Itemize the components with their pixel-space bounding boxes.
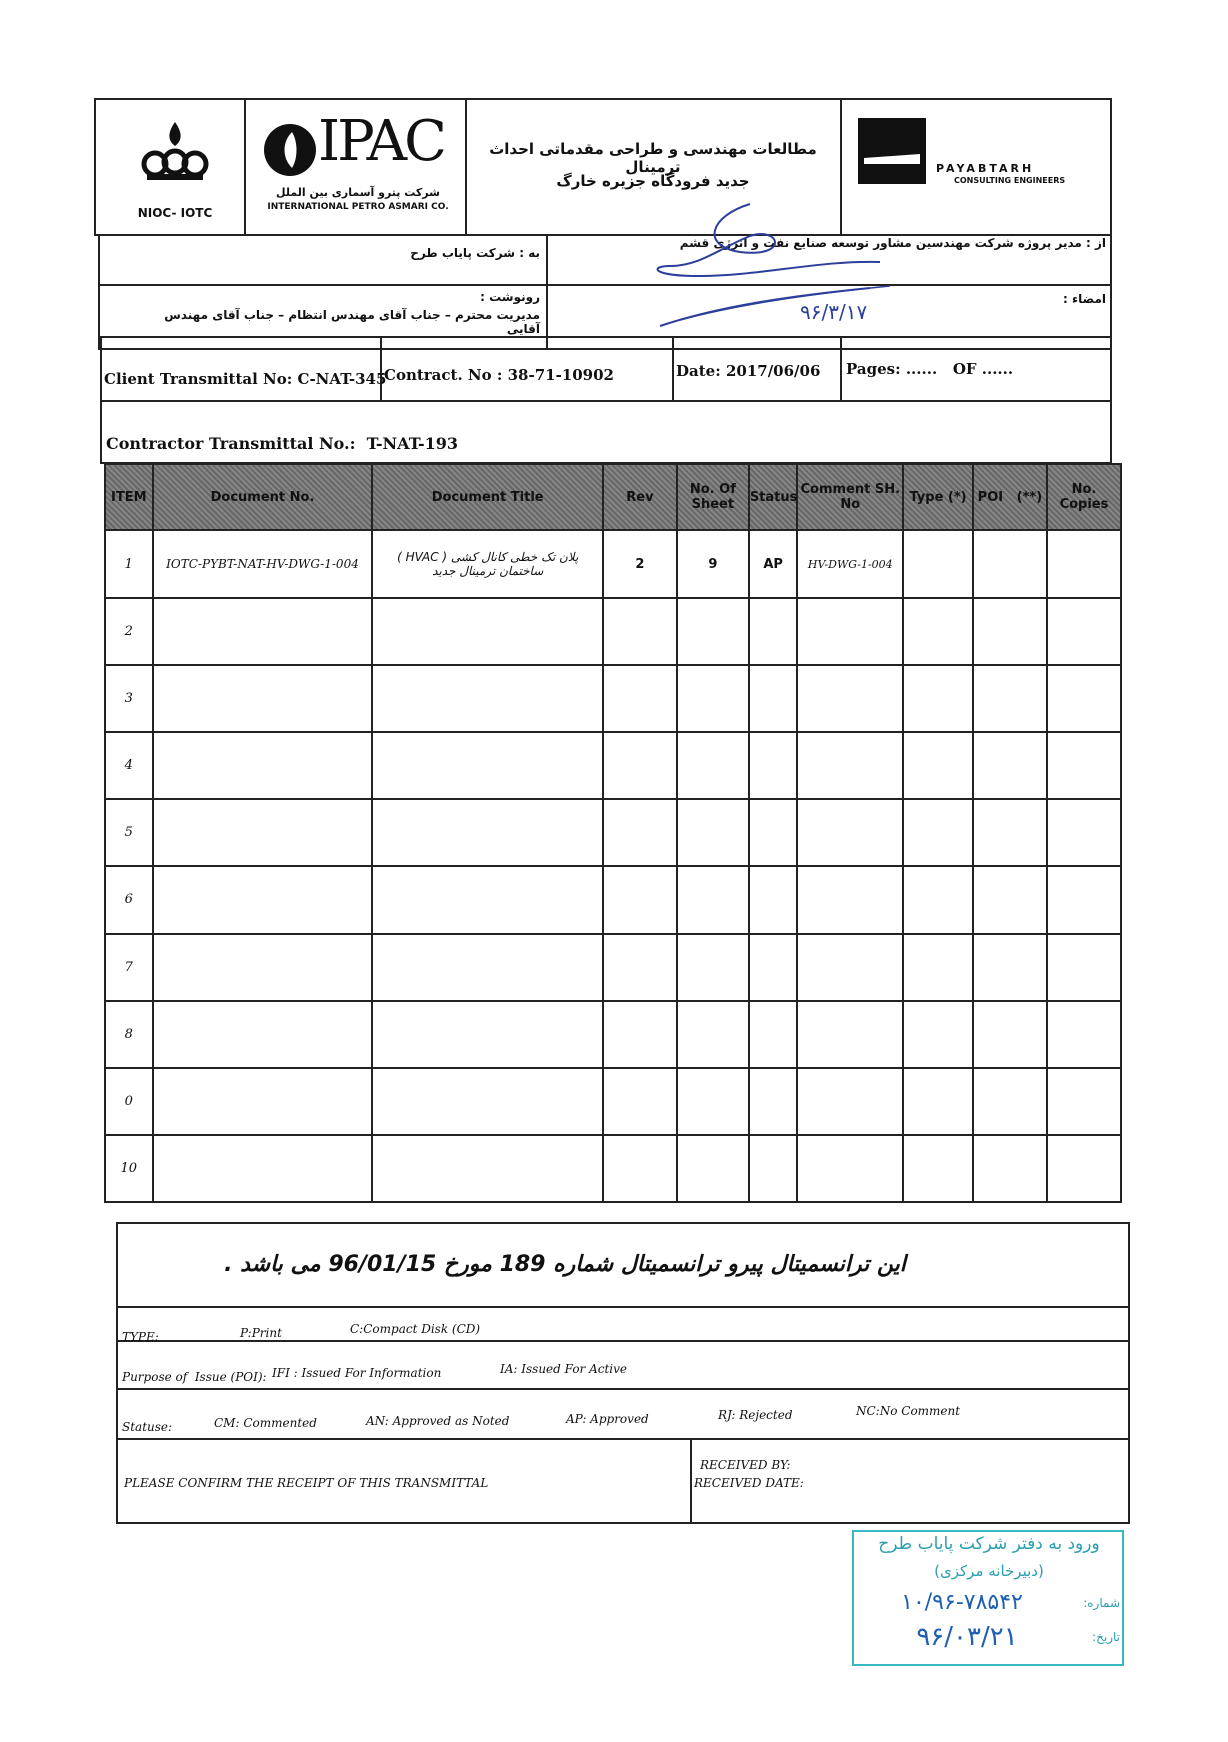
nioc-label: NIOC- IOTC [137, 206, 213, 220]
poi [973, 1001, 1047, 1068]
contractor-row [100, 400, 1112, 464]
sheet-count [677, 866, 749, 933]
transmittal-divider-1 [380, 336, 382, 402]
header-status: Status [749, 464, 798, 530]
document-title [372, 934, 602, 1001]
item-number: 7 [105, 934, 153, 1001]
status [749, 866, 798, 933]
pages-field: Pages: ...... OF ...... [846, 360, 1014, 378]
type [903, 866, 973, 933]
ipac-en-name: INTERNATIONAL PETRO ASMARI CO. [267, 202, 449, 212]
transmittal-divider-2 [672, 336, 674, 402]
header-divider-1 [244, 98, 246, 236]
client-transmittal-no: Client Transmittal No: C-NAT-345 [104, 370, 387, 388]
item-number: 5 [105, 799, 153, 866]
status-label: Statuse: [122, 1420, 173, 1434]
document-number [153, 866, 373, 933]
copies [1047, 1068, 1121, 1135]
revision: 2 [603, 530, 677, 598]
poi [973, 665, 1047, 732]
type [903, 799, 973, 866]
document-number [153, 665, 373, 732]
status-rj: RJ: Rejected [718, 1408, 793, 1422]
documents-table [104, 463, 1122, 1203]
status-cm: CM: Commented [214, 1416, 317, 1430]
poi-label: Purpose of Issue (POI): [122, 1370, 267, 1384]
to-from-divider [546, 234, 548, 286]
received-date: RECEIVED DATE: [694, 1476, 804, 1490]
poi-ia: IA: Issued For Active [500, 1362, 628, 1376]
ipac-logo-text: IPAC [318, 109, 444, 174]
item-number: 8 [105, 1001, 153, 1068]
document-number [153, 799, 373, 866]
sheet-count [677, 1135, 749, 1202]
status-an: AN: Approved as Noted [366, 1414, 510, 1428]
reference-note: این ترانسمیتال پیرو ترانسمیتال شماره 189 مورخ 96/01/15 می باشد . [224, 1252, 906, 1277]
type [903, 530, 973, 598]
comment-sheet-no [797, 934, 903, 1001]
document-title [372, 1001, 602, 1068]
payabtarh-name: PAYABTARH [936, 162, 1035, 175]
status [749, 665, 798, 732]
status [749, 732, 798, 799]
item-number: 4 [105, 732, 153, 799]
copies [1047, 934, 1121, 1001]
status [749, 1068, 798, 1135]
header-document-title: Document Title [372, 464, 602, 530]
type-cd: C:Compact Disk (CD) [350, 1322, 481, 1336]
type-print: P:Print [240, 1326, 282, 1340]
copies [1047, 1001, 1121, 1068]
footer-line-2 [118, 1340, 1128, 1342]
document-number [153, 1068, 373, 1135]
header-comment-sh-no: Comment SH. No [797, 464, 903, 530]
revision [603, 598, 677, 665]
item-number: 1 [105, 530, 153, 598]
status: AP [749, 530, 798, 598]
document-number [153, 732, 373, 799]
stamp-line1: ورود به دفتر شرکت پایاب طرح [878, 1534, 1100, 1554]
sheet-count [677, 1001, 749, 1068]
revision [603, 1001, 677, 1068]
from-field: از : مدیر پروژه شرکت مهندسین مشاور توسعه صنایع نفت و انرژی قشم [679, 236, 1106, 250]
cc-text: مدیریت محترم – جناب آقای مهندس انتظام – جناب آقای مهندس آقایی [164, 308, 540, 336]
revision [603, 934, 677, 1001]
transmittal-date: Date: 2017/06/06 [676, 362, 821, 380]
table-row [105, 1135, 1121, 1202]
type [903, 732, 973, 799]
payabtarh-logo [858, 118, 926, 184]
stamp-date-value: ۹۶/۰۳/۲۱ [916, 1622, 1018, 1652]
copies [1047, 866, 1121, 933]
sheet-count [677, 732, 749, 799]
copies [1047, 665, 1121, 732]
status-nc: NC:No Comment [856, 1404, 961, 1418]
header-divider-2 [465, 98, 467, 236]
footer-received-divider [690, 1438, 692, 1524]
document-title: پلان تک خطی کانال کشی ( HVAC ) ساختمان ترمینال جدید [372, 530, 602, 598]
comment-sheet-no [797, 665, 903, 732]
cc-label: رونوشت : [480, 290, 540, 304]
sheet-count: 9 [677, 530, 749, 598]
footer-line-1 [118, 1306, 1128, 1308]
type [903, 934, 973, 1001]
table-row [105, 598, 1121, 665]
table-row [105, 1068, 1121, 1135]
sheet-count [677, 598, 749, 665]
status-ap: AP: Approved [566, 1412, 649, 1426]
status [749, 598, 798, 665]
table-row [105, 866, 1121, 933]
header-item: ITEM [105, 464, 153, 530]
header-rev: Rev [603, 464, 677, 530]
item-number: 10 [105, 1135, 153, 1202]
document-number [153, 1135, 373, 1202]
type [903, 1068, 973, 1135]
comment-sheet-no: HV-DWG-1-004 [797, 530, 903, 598]
revision [603, 1068, 677, 1135]
status [749, 934, 798, 1001]
revision [603, 866, 677, 933]
item-number: 3 [105, 665, 153, 732]
document-title [372, 866, 602, 933]
document-number [153, 934, 373, 1001]
table-row [105, 799, 1121, 866]
sheet-count [677, 665, 749, 732]
poi [973, 866, 1047, 933]
document-title [372, 799, 602, 866]
header-no-of-sheet: No. Of Sheet [677, 464, 749, 530]
footer-line-4 [118, 1438, 1128, 1440]
contractor-transmittal-no: Contractor Transmittal No.: T-NAT-193 [106, 434, 459, 453]
poi [973, 598, 1047, 665]
table-row [105, 732, 1121, 799]
poi [973, 732, 1047, 799]
copies [1047, 799, 1121, 866]
copies [1047, 1135, 1121, 1202]
ipac-fa-name: شرکت پترو آسماری بین الملل [276, 186, 440, 199]
document-number [153, 1001, 373, 1068]
comment-sheet-no [797, 1001, 903, 1068]
revision [603, 732, 677, 799]
stamp-date-label: تاریخ: [1092, 1630, 1120, 1644]
copies [1047, 530, 1121, 598]
comment-sheet-no [797, 866, 903, 933]
document-number: IOTC-PYBT-NAT-HV-DWG-1-004 [153, 530, 373, 598]
to-field: به : شرکت پایاب طرح [410, 246, 540, 260]
table-row [105, 934, 1121, 1001]
sheet-count [677, 934, 749, 1001]
type [903, 1135, 973, 1202]
header-poi: POI (**) [973, 464, 1047, 530]
stamp-number-label: شماره: [1083, 1596, 1120, 1610]
copies [1047, 598, 1121, 665]
poi [973, 1135, 1047, 1202]
type [903, 665, 973, 732]
table-header-row [105, 464, 1121, 530]
item-number: 6 [105, 866, 153, 933]
comment-sheet-no [797, 598, 903, 665]
revision [603, 665, 677, 732]
signature-label: امضاء : [1063, 292, 1106, 306]
type [903, 1001, 973, 1068]
poi [973, 1068, 1047, 1135]
payabtarh-sub: CONSULTING ENGINEERS [954, 176, 1066, 185]
sheet-count [677, 1068, 749, 1135]
revision [603, 1135, 677, 1202]
document-title [372, 732, 602, 799]
stamp-number-value: ۱۰/۹۶-۷۸۵۴۲ [901, 1590, 1023, 1615]
type [903, 598, 973, 665]
poi-ifi: IFI : Issued For Information [272, 1366, 442, 1380]
project-title-line1: مطالعات مهندسی و طراحی مقدماتی احداث ترمینال [489, 140, 817, 176]
item-number: 2 [105, 598, 153, 665]
comment-sheet-no [797, 732, 903, 799]
sheet-count [677, 799, 749, 866]
comment-sheet-no [797, 1135, 903, 1202]
table-row [105, 1001, 1121, 1068]
revision [603, 799, 677, 866]
copies [1047, 732, 1121, 799]
header-type: Type (*) [903, 464, 973, 530]
confirm-receipt: PLEASE CONFIRM THE RECEIPT OF THIS TRANSMITTAL [124, 1476, 489, 1490]
item-number: 0 [105, 1068, 153, 1135]
received-by: RECEIVED BY: [700, 1458, 791, 1472]
table-row [105, 530, 1121, 598]
status [749, 1135, 798, 1202]
contract-no: Contract. No : 38-71-10902 [384, 366, 614, 384]
poi [973, 530, 1047, 598]
document-title [372, 665, 602, 732]
document-number [153, 598, 373, 665]
document-title [372, 598, 602, 665]
transmittal-divider-3 [840, 336, 842, 402]
status [749, 799, 798, 866]
project-title-line2: جدید فرودگاه جزیره خارگ [556, 172, 750, 190]
document-title [372, 1068, 602, 1135]
comment-sheet-no [797, 1068, 903, 1135]
header-document-no: Document No. [153, 464, 373, 530]
document-title [372, 1135, 602, 1202]
status [749, 1001, 798, 1068]
table-row [105, 665, 1121, 732]
comment-sheet-no [797, 799, 903, 866]
header-no-copies: No. Copies [1047, 464, 1121, 530]
poi [973, 799, 1047, 866]
poi [973, 934, 1047, 1001]
nioc-logo [135, 118, 215, 188]
footer-line-3 [118, 1388, 1128, 1390]
stamp-line2: (دبیرخانه مرکزی) [934, 1562, 1044, 1580]
type-label: TYPE: [122, 1330, 159, 1344]
handwritten-date: ۹۶/۳/۱۷ [800, 300, 868, 324]
